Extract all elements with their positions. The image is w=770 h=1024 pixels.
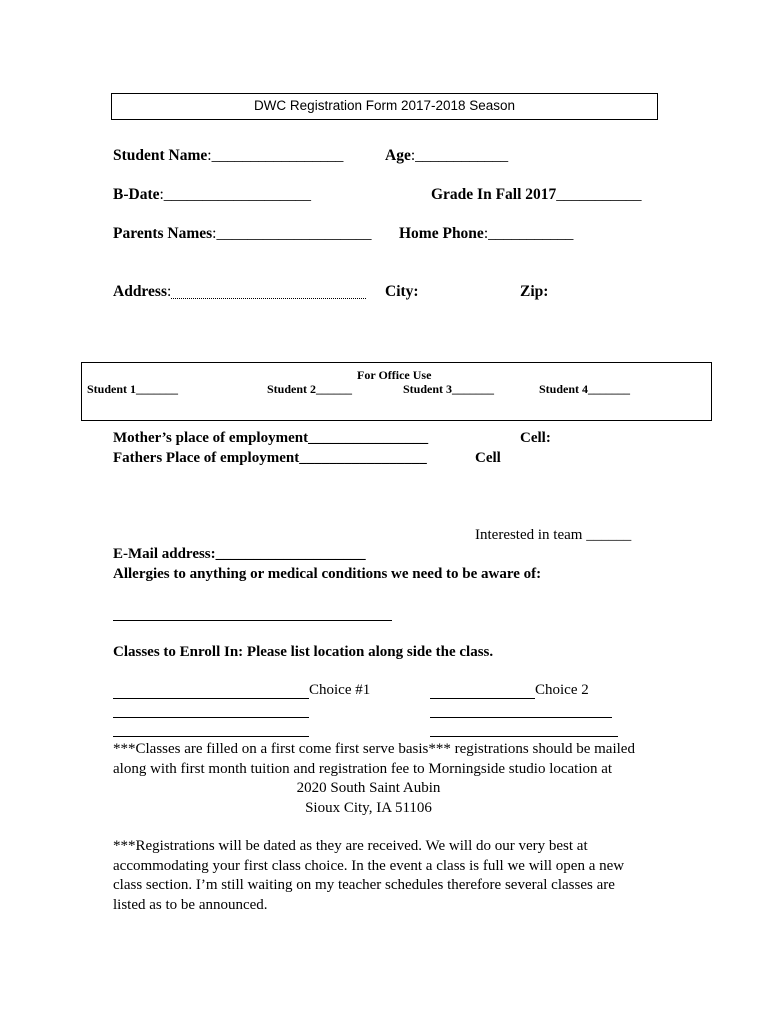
registration-notice-line-4: listed as to be announced.: [113, 896, 268, 913]
office-student-2[interactable]: Student 2______: [267, 382, 353, 396]
age-label: Age: [385, 147, 411, 164]
interested-in-team-field[interactable]: Interested in team ______: [475, 527, 632, 543]
student-name-blank[interactable]: :_________________: [207, 147, 344, 164]
home-phone-blank[interactable]: :___________: [483, 225, 574, 242]
office-student-3[interactable]: Student 3_______: [403, 382, 495, 396]
choice2-line-2[interactable]: [430, 717, 612, 718]
zip-label: Zip:: [520, 283, 549, 300]
choice2-line-3[interactable]: [430, 736, 618, 737]
choice1-line-3[interactable]: [113, 736, 309, 737]
parents-blank[interactable]: :____________________: [212, 225, 372, 242]
office-student-1[interactable]: Student 1_______: [87, 382, 179, 396]
address-colon: :: [166, 283, 172, 300]
grade-field[interactable]: [431, 186, 642, 204]
mother-employment-field[interactable]: Mother’s place of employment________________: [113, 430, 429, 446]
notice-line-2: along with first month tuition and registration fee to Morningside studio location at: [113, 760, 613, 777]
home-phone-field[interactable]: [399, 225, 573, 243]
form-title-box: [111, 93, 658, 120]
registration-notice: [113, 837, 624, 915]
registration-notice-line-2: accommodating your first class choice. In the event a class is full we will open a new: [113, 857, 625, 874]
registration-notice-line-1: ***Registrations will be dated as they are received. We will do our very best at: [113, 838, 588, 854]
notice-line-1: ***Classes are filled on a first come first serve basis*** registrations should be mailed: [113, 741, 635, 757]
choice1-label: Choice #1: [309, 682, 371, 698]
parents-field[interactable]: [113, 225, 371, 243]
choice1-line-2[interactable]: [113, 717, 309, 718]
father-employment-field[interactable]: Fathers Place of employment_________________: [113, 450, 427, 466]
form-title: DWC Registration Form 2017-2018 Season: [253, 98, 516, 113]
studio-address-line-2: Sioux City, IA 51106: [305, 799, 432, 816]
grade-label: Grade In Fall 2017: [431, 186, 557, 203]
age-field[interactable]: [385, 147, 508, 165]
notice-paragraph: [113, 740, 635, 779]
bdate-label: B-Date: [113, 186, 160, 203]
parents-label: Parents Names: [113, 225, 213, 242]
classes-heading: Classes to Enroll In: Please list location along side the class.: [113, 644, 494, 660]
choice2-label: Choice 2: [535, 682, 589, 698]
mother-cell-field[interactable]: Cell:: [520, 430, 551, 446]
allergies-blank-line[interactable]: [113, 620, 392, 621]
address-field[interactable]: [113, 283, 171, 301]
grade-blank[interactable]: ___________: [556, 186, 642, 203]
address-label: Address: [113, 283, 167, 300]
bdate-blank[interactable]: :___________________: [159, 186, 312, 203]
home-phone-label: Home Phone: [399, 225, 484, 242]
allergies-label: Allergies to anything or medical conditions we need to be aware of:: [113, 566, 542, 582]
registration-notice-line-3: class section. I’m still waiting on my teacher schedules therefore several classes are: [113, 877, 615, 893]
student-name-field[interactable]: [113, 147, 343, 165]
city-label: City:: [385, 283, 419, 300]
father-cell-field[interactable]: Cell: [475, 450, 501, 466]
age-blank[interactable]: :____________: [410, 147, 509, 164]
studio-address: [113, 779, 624, 818]
email-field[interactable]: E-Mail address:____________________: [113, 546, 366, 562]
choice1-line-1[interactable]: [113, 698, 309, 699]
office-use-heading: For Office Use: [357, 368, 432, 382]
student-name-label: Student Name: [113, 147, 208, 164]
bdate-field[interactable]: [113, 186, 311, 204]
studio-address-line-1: 2020 South Saint Aubin: [296, 780, 441, 796]
choice2-line-1[interactable]: [430, 698, 535, 699]
address-blank-line[interactable]: [171, 298, 366, 299]
office-student-4[interactable]: Student 4_______: [539, 382, 631, 396]
